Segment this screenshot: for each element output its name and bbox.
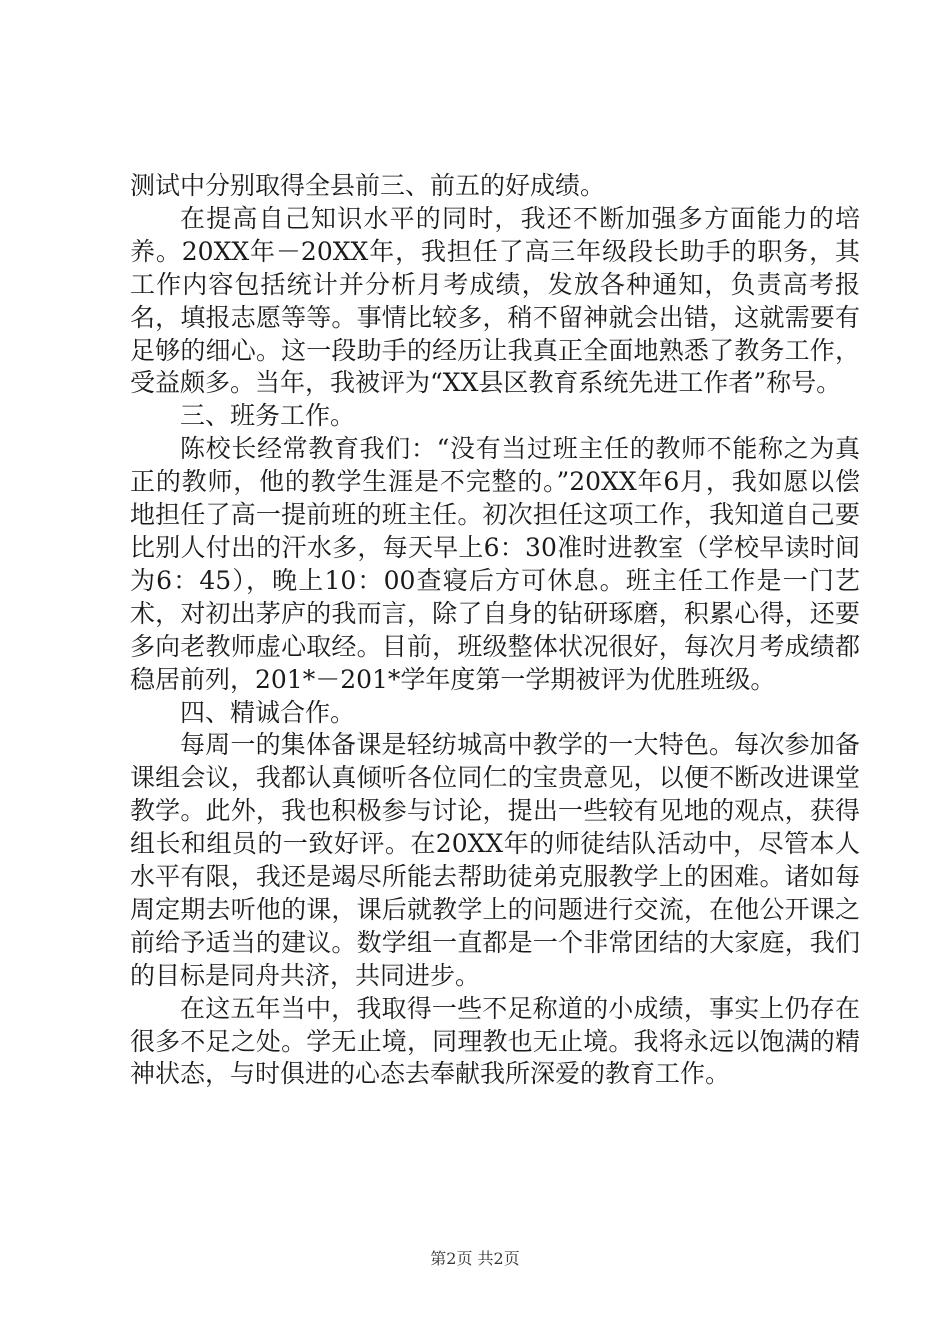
- paragraph-continuation: 测试中分别取得全县前三、前五的好成绩。: [130, 171, 606, 200]
- paragraph-cooperation: 每周一的集体备课是轻纺城高中教学的一大特色。每次参加备课组会议，我都认真倾听各位同仁的宝贵意见，以便不断改进课堂教学。此外，我也积极参与讨论，提出一些较有见地的观点，获得组长和组员的一致好评。在20XX年的师徒结队活动中，尽管本人水平有限，我还是竭尽所能去帮助徒弟克服教学上的困难。诸如每周定期去听他的课，课后就教学上的问题进行交流，在他公开课之前给予适当的建议。数学组一直都是一个非常团结的大家庭，我们的目标是同舟共济，共同进步。: [130, 730, 860, 990]
- paragraph-class-work: 陈校长经常教育我们：“没有当过班主任的教师不能称之为真正的教师，他的教学生涯是不完整的。”20XX年6月，我如愿以偿地担任了高一提前班的班主任。初次担任这项工作，我知道自己要比别人付出的汗水多，每天早上6：30准时进教室（学校早读时间为6：45），晚上10：00查寝后方可休息。班主任工作是一门艺术，对初出茅庐的我而言，除了自身的钻研琢磨，积累心得，还要多向老教师虚心取经。目前，班级整体状况很好，每次月考成绩都稳居前列，201*－201*学年度第一学期被评为优胜班级。: [130, 434, 860, 694]
- paragraph-conclusion: 在这五年当中，我取得一些不足称道的小成绩，事实上仍存在很多不足之处。学无止境，同理教也无止境。我将永远以饱满的精神状态，与时俱进的心态去奉献我所深爱的教育工作。: [130, 993, 860, 1089]
- section-heading-class-work: 三、班务工作。: [180, 401, 356, 431]
- body-text: [130, 170, 860, 1091]
- page-footer: 第2页 共2页: [430, 1249, 520, 1268]
- paragraph-abilities: 在提高自己知识水平的同时，我还不断加强多方面能力的培养。20XX年－20XX年，我担任了高三年级段长助手的职务，其工作内容包括统计并分析月考成绩，发放各种通知，负责高考报名，填报志愿等等。事情比较多，稍不留神就会出错，这就需要有足够的细心。这一段助手的经历让我真正全面地熟悉了教务工作，受益颇多。当年，我被评为“XX县区教育系统先进工作者”称号。: [130, 203, 860, 398]
- section-heading-cooperation: 四、精诚合作。: [180, 697, 356, 727]
